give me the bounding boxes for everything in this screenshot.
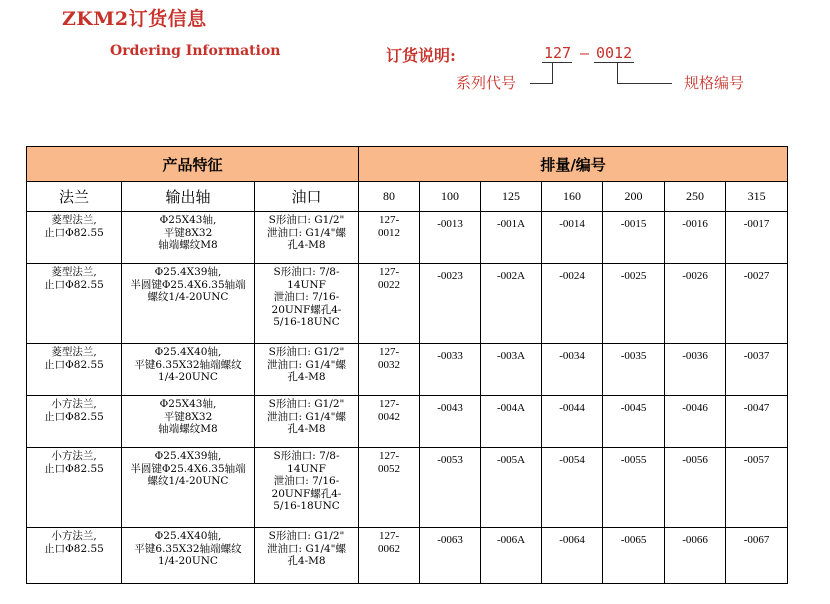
cell-code: -0036 — [665, 344, 726, 396]
cell-code: -0057 — [726, 448, 788, 528]
cell-port-line: 孔4-M8 — [287, 555, 326, 567]
cell-shaft — [122, 344, 255, 396]
code-spec-leader — [617, 62, 618, 83]
cell-code: -003A — [481, 344, 542, 396]
cell-shaft-line: 轴端螺纹M8 — [158, 239, 218, 251]
cell-model-line: 127- — [378, 530, 400, 542]
cell-model — [359, 396, 420, 448]
cell-model-line: 127- — [378, 266, 400, 278]
table-row — [27, 396, 788, 448]
cell-port-line: 孔4-M8 — [287, 423, 326, 435]
page-title: ZKM2订货信息 — [62, 8, 207, 30]
header-features: 产品特征 — [27, 147, 359, 182]
table-row — [27, 264, 788, 344]
cell-code: -0016 — [665, 212, 726, 264]
cell-flange-line: 小方法兰, — [51, 530, 97, 542]
cell-code: -0033 — [420, 344, 481, 396]
code-series-leader — [552, 62, 553, 83]
cell-code: -005A — [481, 448, 542, 528]
cell-flange — [27, 396, 122, 448]
cell-port-line: 孔4-M8 — [287, 239, 326, 251]
cell-shaft-line: 轴端螺纹M8 — [158, 423, 218, 435]
cell-shaft-line: 螺纹1/4-20UNC — [147, 291, 229, 303]
cell-port-line: 20UNF螺孔4- — [271, 303, 342, 316]
table-row — [27, 344, 788, 396]
cell-port-line: S形油口: G1/2" — [268, 346, 345, 358]
cell-shaft-line: 平键6.35X32轴端螺纹 — [134, 542, 242, 555]
cell-model-line: 0022 — [378, 279, 401, 291]
cell-code: -0046 — [665, 396, 726, 448]
cell-port-line: 14UNF — [287, 278, 326, 291]
cell-model-line: 127- — [378, 398, 400, 410]
cell-model — [359, 212, 420, 264]
caption-spec: 规格编号 — [684, 74, 745, 92]
cell-flange-line: 小方法兰, — [51, 398, 97, 410]
cell-flange-line: 菱型法兰, — [51, 214, 97, 226]
col-port: 油口 — [255, 182, 359, 212]
cell-port-line: S形油口: G1/2" — [268, 398, 345, 410]
cell-model-line: 0012 — [378, 227, 401, 239]
cell-shaft-line: 1/4-20UNC — [158, 371, 218, 383]
cell-code: -0064 — [542, 528, 603, 584]
cell-model-line: 127- — [378, 450, 400, 462]
cell-port — [255, 212, 359, 264]
cell-code: -0056 — [665, 448, 726, 528]
cell-code: -0055 — [603, 448, 665, 528]
code-series-leader-h — [530, 83, 553, 84]
col-flange: 法兰 — [27, 182, 122, 212]
cell-model-line: 0062 — [378, 543, 401, 555]
cell-flange-line: 菱型法兰, — [51, 346, 97, 358]
cell-code: -0015 — [603, 212, 665, 264]
code-spec: 0012 — [596, 44, 633, 62]
cell-port-line: S形油口: 7/8- — [273, 450, 340, 462]
cell-shaft-line: Φ25.4X40轴, — [154, 530, 222, 542]
cell-shaft — [122, 528, 255, 584]
cell-shaft-line: 平键8X32 — [163, 226, 213, 239]
cell-model — [359, 528, 420, 584]
cell-code: -0043 — [420, 396, 481, 448]
cell-port-line: 5/16-18UNC — [273, 500, 340, 512]
cell-flange — [27, 212, 122, 264]
cell-model-line: 127- — [378, 346, 400, 358]
cell-shaft-line: 平键6.35X32轴端螺纹 — [134, 358, 242, 371]
col-displacement: 80 — [359, 182, 420, 212]
cell-code: -004A — [481, 396, 542, 448]
cell-code: -0037 — [726, 344, 788, 396]
col-displacement: 160 — [542, 182, 603, 212]
cell-flange — [27, 344, 122, 396]
code-spec-underline — [594, 62, 634, 63]
cell-shaft — [122, 396, 255, 448]
cell-code: -0017 — [726, 212, 788, 264]
cell-code: -001A — [481, 212, 542, 264]
cell-model — [359, 448, 420, 528]
cell-port — [255, 396, 359, 448]
cell-port-line: 孔4-M8 — [287, 371, 326, 383]
cell-code: -0013 — [420, 212, 481, 264]
cell-code: -0034 — [542, 344, 603, 396]
cell-shaft — [122, 448, 255, 528]
table-body — [27, 212, 788, 584]
cell-port-line: 泄油口: G1/4"螺 — [267, 358, 347, 371]
cell-shaft-line: 螺纹1/4-20UNC — [147, 475, 229, 487]
cell-code: -0063 — [420, 528, 481, 584]
code-series-underline — [542, 62, 572, 63]
cell-port-line: 5/16-18UNC — [273, 316, 340, 328]
cell-flange — [27, 448, 122, 528]
cell-model-line: 0052 — [378, 463, 401, 475]
cell-code: -0067 — [726, 528, 788, 584]
cell-flange-line: 止口Φ82.55 — [44, 410, 104, 423]
order-label: 订货说明: — [386, 46, 456, 65]
cell-flange-line: 止口Φ82.55 — [44, 358, 104, 371]
cell-shaft-line: 平键8X32 — [163, 410, 213, 423]
cell-code: -0023 — [420, 264, 481, 344]
cell-port — [255, 344, 359, 396]
cell-flange-line: 止口Φ82.55 — [44, 542, 104, 555]
cell-code: -0024 — [542, 264, 603, 344]
cell-shaft — [122, 212, 255, 264]
header-displacement: 排量/编号 — [359, 147, 788, 182]
cell-code: -0053 — [420, 448, 481, 528]
cell-model — [359, 264, 420, 344]
cell-port-line: 泄油口: G1/4"螺 — [267, 542, 347, 555]
cell-port-line: S形油口: 7/8- — [273, 266, 340, 278]
cell-shaft-line: 1/4-20UNC — [158, 555, 218, 567]
cell-flange-line: 止口Φ82.55 — [44, 226, 104, 239]
cell-code: -006A — [481, 528, 542, 584]
table-row — [27, 212, 788, 264]
caption-series: 系列代号 — [456, 74, 517, 92]
cell-code: -0047 — [726, 396, 788, 448]
cell-model-line: 0042 — [378, 411, 401, 423]
cell-port — [255, 264, 359, 344]
cell-flange-line: 止口Φ82.55 — [44, 462, 104, 475]
cell-code: -0045 — [603, 396, 665, 448]
col-displacement: 100 — [420, 182, 481, 212]
cell-code: -0065 — [603, 528, 665, 584]
col-displacement: 250 — [665, 182, 726, 212]
cell-port-line: 20UNF螺孔4- — [271, 487, 342, 500]
cell-shaft-line: Φ25.4X39轴, — [154, 266, 222, 278]
cell-flange-line: 菱型法兰, — [51, 266, 97, 278]
cell-shaft-line: Φ25.4X40轴, — [154, 346, 222, 358]
cell-port-line: 泄油口: 7/16- — [273, 475, 340, 487]
col-displacement: 200 — [603, 182, 665, 212]
cell-shaft-line: Φ25X43轴, — [159, 214, 217, 226]
cell-code: -0066 — [665, 528, 726, 584]
col-shaft: 输出轴 — [122, 182, 255, 212]
cell-code: -0025 — [603, 264, 665, 344]
cell-flange — [27, 528, 122, 584]
ordering-table — [26, 146, 788, 584]
cell-code: -0027 — [726, 264, 788, 344]
cell-shaft-line: 半圆键Φ25.4X6.35轴端 — [130, 462, 246, 475]
cell-code: -002A — [481, 264, 542, 344]
cell-code: -0044 — [542, 396, 603, 448]
code-series: 127 — [544, 44, 572, 62]
cell-port-line: 泄油口: 7/16- — [273, 291, 340, 303]
cell-port — [255, 528, 359, 584]
cell-shaft-line: Φ25.4X39轴, — [154, 450, 222, 462]
cell-port — [255, 448, 359, 528]
cell-shaft-line: Φ25X43轴, — [159, 398, 217, 410]
cell-shaft-line: 半圆键Φ25.4X6.35轴端 — [130, 278, 246, 291]
cell-model-line: 127- — [378, 214, 400, 226]
col-displacement: 315 — [726, 182, 788, 212]
cell-port-line: 泄油口: G1/4"螺 — [267, 226, 347, 239]
page-subtitle: Ordering Information — [110, 43, 281, 59]
cell-flange-line: 小方法兰, — [51, 450, 97, 462]
cell-flange-line: 止口Φ82.55 — [44, 278, 104, 291]
cell-model — [359, 344, 420, 396]
cell-port-line: S形油口: G1/2" — [268, 530, 345, 542]
cell-code: -0014 — [542, 212, 603, 264]
table-row — [27, 528, 788, 584]
cell-model-line: 0032 — [378, 359, 401, 371]
cell-code: -0026 — [665, 264, 726, 344]
code-spec-leader-h — [617, 83, 672, 84]
cell-flange — [27, 264, 122, 344]
cell-port-line: 泄油口: G1/4"螺 — [267, 410, 347, 423]
cell-port-line: 14UNF — [287, 462, 326, 475]
code-dash: – — [580, 44, 590, 62]
col-displacement: 125 — [481, 182, 542, 212]
cell-code: -0035 — [603, 344, 665, 396]
table-row — [27, 448, 788, 528]
cell-shaft — [122, 264, 255, 344]
cell-code: -0054 — [542, 448, 603, 528]
cell-port-line: S形油口: G1/2" — [268, 214, 345, 226]
